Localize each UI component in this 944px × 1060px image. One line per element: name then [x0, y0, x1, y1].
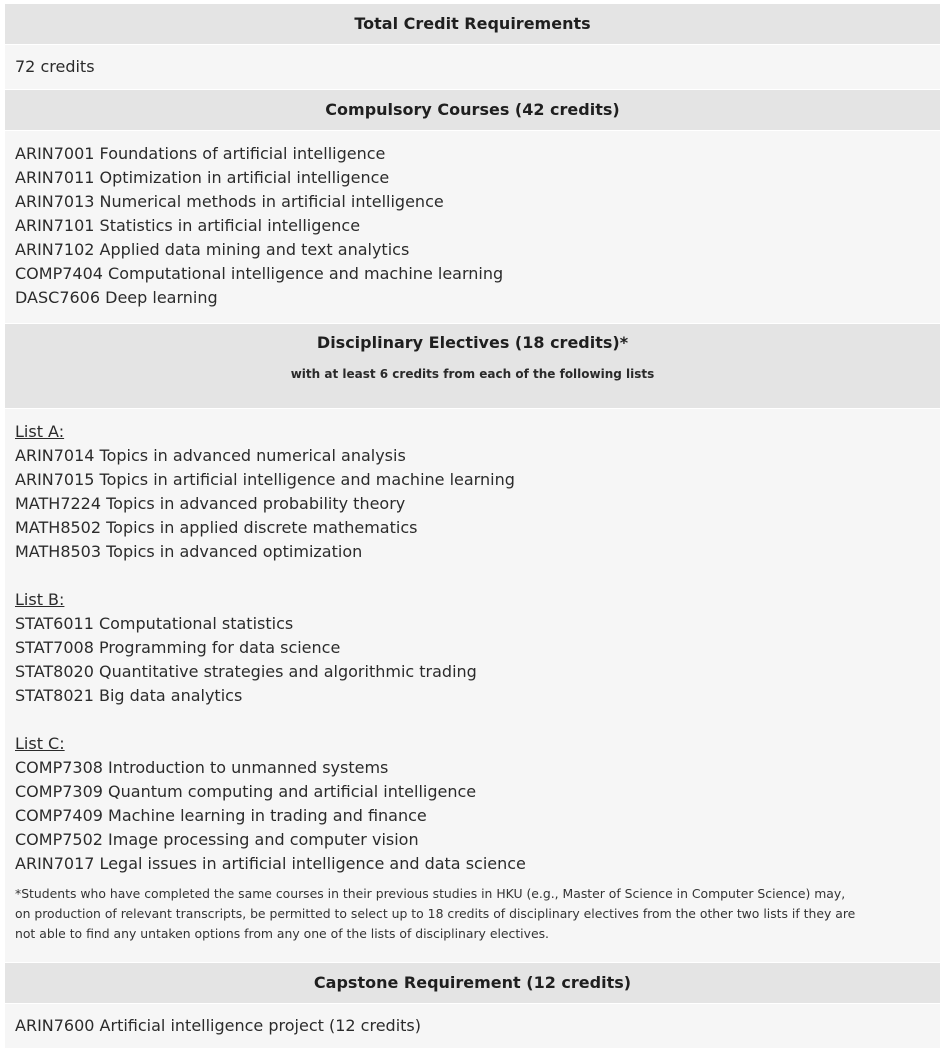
course-item: STAT8021 Big data analytics — [15, 686, 243, 705]
footnote-line: on production of relevant transcripts, be permitted to select up to 18 credits of disciplinary electives from the other two lists if they are — [15, 906, 856, 921]
course-item: STAT8020 Quantitative strategies and algorithmic trading — [15, 662, 477, 681]
list-a-title: List A: — [15, 422, 65, 441]
course-item: ARIN7015 Topics in artificial intelligence and machine learning — [15, 470, 515, 489]
electives-title: Disciplinary Electives (18 credits)* — [316, 333, 629, 352]
course-item: ARIN7102 Applied data mining and text analytics — [15, 240, 410, 259]
course-item: MATH7224 Topics in advanced probability theory — [15, 494, 406, 513]
spacer — [15, 564, 930, 588]
course-item: COMP7404 Computational intelligence and machine learning — [15, 264, 504, 283]
course-item: ARIN7001 Foundations of artificial intelligence — [15, 144, 386, 163]
course-item: ARIN7017 Legal issues in artificial intelligence and data science — [15, 854, 526, 873]
course-item: COMP7309 Quantum computing and artificial intelligence — [15, 782, 477, 801]
spacer — [15, 708, 930, 732]
total-value: 72 credits — [5, 45, 940, 90]
course-item: ARIN7014 Topics in advanced numerical analysis — [15, 446, 406, 465]
course-item: STAT6011 Computational statistics — [15, 614, 294, 633]
course-item: COMP7409 Machine learning in trading and finance — [15, 806, 427, 825]
electives-header — [5, 324, 940, 409]
electives-subtitle: with at least 6 credits from each of the following lists — [290, 367, 655, 381]
course-item: COMP7308 Introduction to unmanned systems — [15, 758, 389, 777]
compulsory-list — [5, 131, 940, 324]
list-c-title: List C: — [15, 734, 65, 753]
total-header: Total Credit Requirements — [5, 4, 940, 45]
capstone-header: Capstone Requirement (12 credits) — [5, 963, 940, 1004]
compulsory-header: Compulsory Courses (42 credits) — [5, 90, 940, 131]
course-item: ARIN7101 Statistics in artificial intelligence — [15, 216, 361, 235]
footnote-line: not able to find any untaken options from any one of the lists of disciplinary electives. — [15, 926, 549, 941]
course-item: ARIN7013 Numerical methods in artificial intelligence — [15, 192, 444, 211]
electives-footnote — [15, 884, 930, 944]
course-item: COMP7502 Image processing and computer vision — [15, 830, 419, 849]
footnote-line: *Students who have completed the same courses in their previous studies in HKU (e.g., Master of Science in Computer Science) may, — [15, 886, 846, 901]
electives-list — [5, 409, 940, 963]
course-item: STAT7008 Programming for data science — [15, 638, 341, 657]
list-b-title: List B: — [15, 590, 65, 609]
course-item: MATH8502 Topics in applied discrete mathematics — [15, 518, 418, 537]
course-item: ARIN7011 Optimization in artificial intelligence — [15, 168, 390, 187]
course-item: MATH8503 Topics in advanced optimization — [15, 542, 363, 561]
course-item: DASC7606 Deep learning — [15, 288, 218, 307]
capstone-course: ARIN7600 Artificial intelligence project (12 credits) — [5, 1004, 940, 1049]
